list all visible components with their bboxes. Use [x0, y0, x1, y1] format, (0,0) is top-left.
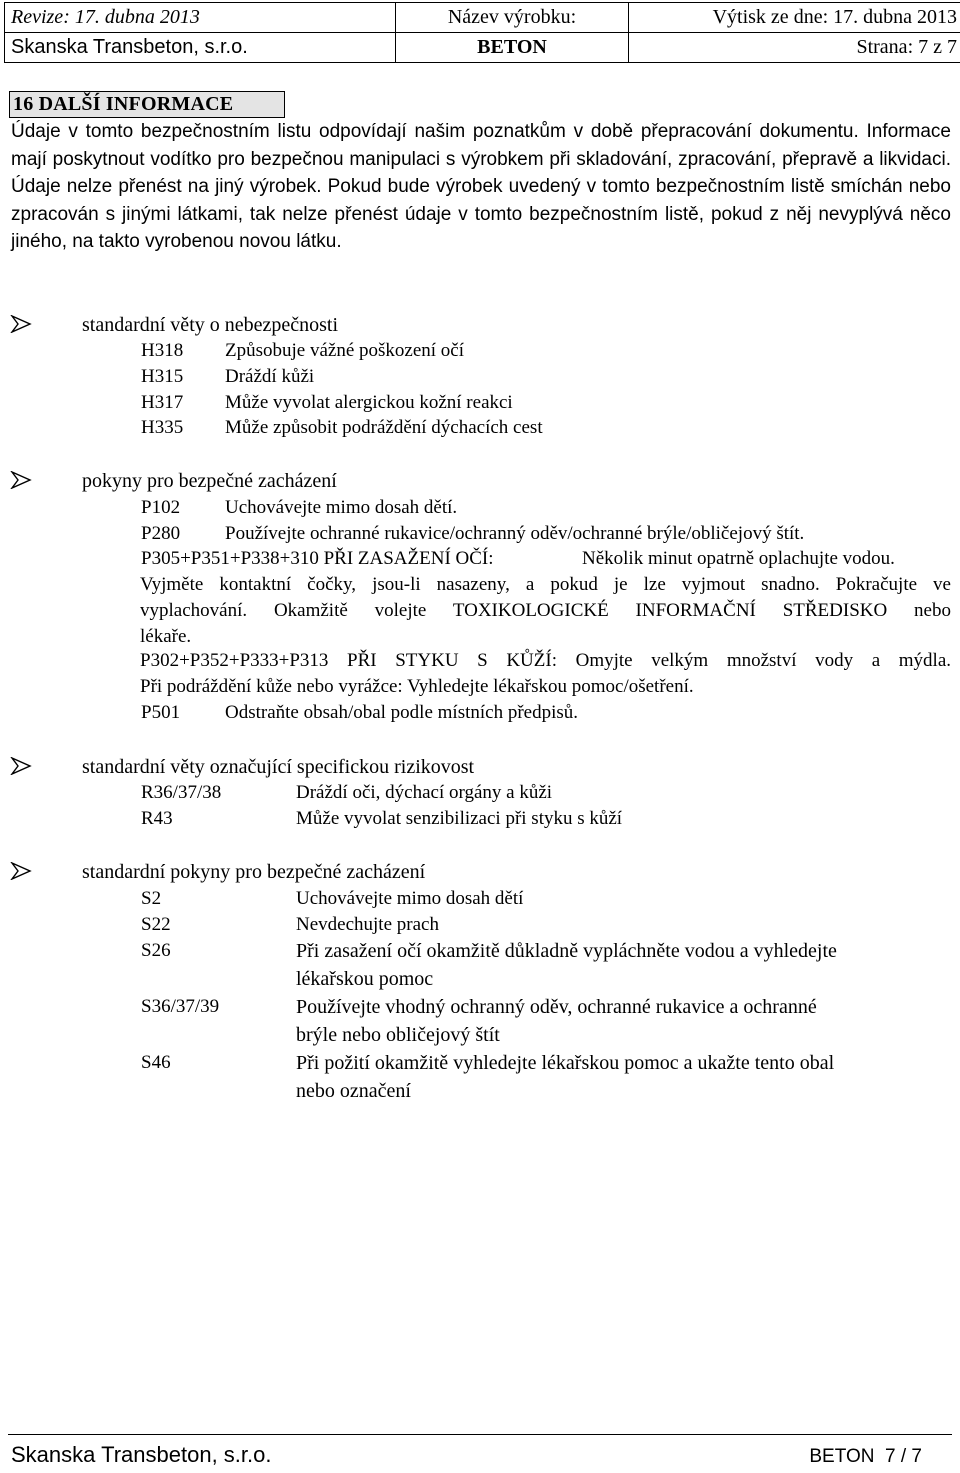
precaution-text: Používejte ochranné rukavice/ochranný oděv/ochranné brýle/obličejový štít.: [225, 523, 805, 544]
hazard-code: H318: [141, 340, 184, 361]
precaution-heading-text: pokyny pro bezpečné zacházení: [82, 470, 337, 492]
risk-heading-text: standardní věty označující specifickou rizikovost: [82, 756, 475, 778]
hazard-text: Může vyvolat alergickou kožní reakci: [225, 392, 513, 413]
footer-company: Skanska Transbeton, s.r.o.: [11, 1442, 272, 1467]
risk-text: Dráždí oči, dýchací orgány a kůži: [296, 782, 553, 803]
precaution-code: P501: [141, 702, 181, 723]
precaution-text: lékaře.: [140, 626, 192, 647]
safety-text: Při požití okamžitě vyhledejte lékařskou pomoc a ukažte tento obal: [296, 1052, 835, 1074]
safety-code: S36/37/39: [141, 996, 220, 1017]
precaution-code: P280: [141, 523, 181, 544]
hazard-text: Způsobuje vážné poškození očí: [225, 340, 465, 361]
precaution-text: Vyjměte kontaktní čočky, jsou-li nasazeny, a pokud je lze vyjmout snadno. Pokračujte ve: [140, 574, 951, 595]
hazard-heading-text: standardní věty o nebezpečnosti: [82, 314, 339, 336]
footer-divider: [8, 1434, 952, 1435]
safety-code: S26: [141, 940, 171, 961]
arrow-bullet-icon: [10, 471, 32, 489]
safety-text: lékařskou pomoc: [296, 968, 434, 990]
safety-code: S22: [141, 914, 171, 935]
precaution-code: P102: [141, 497, 181, 518]
precaution-text: Uchovávejte mimo dosah dětí.: [225, 497, 458, 518]
arrow-bullet-icon: [10, 757, 32, 775]
intro-paragraph: Údaje v tomto bezpečnostním listu odpovídají našim poznatkům v době přepracování dokumentu. Informace mají poskytnout vodítko pro bezpečnou manipulaci s výrobkem při skladování, zpracování, přepravě a likvidaci. Údaje nelze přenést na jiný výrobek. Pokud bude výrobek uvedený v tomto bezpečnostním listě smíchán nebo zpracován s jinými látkami, tak nelze přenést údaje v tomto bezpečnostním listě, pokud z něj nevyplývá něco jiného, na takto vyrobenou novou látku.: [11, 121, 951, 252]
risk-code: R43: [141, 808, 173, 829]
safety-text: Uchovávejte mimo dosah dětí: [296, 888, 524, 909]
print-date: Výtisk ze dne: 17. dubna 2013: [629, 3, 960, 33]
risk-code: R36/37/38: [141, 782, 222, 803]
safety-text: Nevdechujte prach: [296, 914, 439, 935]
precaution-text: vyplachování. Okamžitě volejte TOXIKOLOGICKÉ INFORMAČNÍ STŘEDISKO nebo: [140, 600, 951, 621]
hazard-text: Dráždí kůži: [225, 366, 315, 387]
hazard-code: H315: [141, 366, 184, 387]
document-header: [4, 2, 960, 63]
safety-code: S2: [141, 888, 162, 909]
page-number: Strana: 7 z 7: [629, 33, 960, 63]
revision-date: Revize: 17. dubna 2013: [5, 3, 396, 33]
arrow-bullet-icon: [10, 862, 32, 880]
safety-text: Používejte vhodný ochranný oděv, ochranné rukavice a ochranné: [296, 996, 817, 1018]
risk-text: Může vyvolat senzibilizaci při styku s kůží: [296, 808, 623, 829]
company-name: Skanska Transbeton, s.r.o.: [5, 33, 396, 63]
precaution-code: P305+P351+P338+310 PŘI ZASAŽENÍ OČÍ:: [141, 548, 494, 569]
hazard-text: Může způsobit podráždění dýchacích cest: [225, 417, 543, 438]
safety-text: Při zasažení očí okamžitě důkladně vypláchněte vodou a vyhledejte: [296, 940, 837, 962]
section-title: 16 DALŠÍ INFORMACE: [9, 91, 285, 118]
hazard-code: H335: [141, 417, 184, 438]
safety-text: brýle nebo obličejový štít: [296, 1024, 500, 1046]
footer-page: BETON 7 / 7: [809, 1446, 922, 1467]
precaution-text: Odstraňte obsah/obal podle místních předpisů.: [225, 702, 579, 723]
precaution-text: Při podráždění kůže nebo vyrážce: Vyhledejte lékařskou pomoc/ošetření.: [140, 676, 694, 697]
safety-text: nebo označení: [296, 1080, 411, 1102]
product-name: BETON: [396, 33, 629, 63]
hazard-code: H317: [141, 392, 184, 413]
safety-code: S46: [141, 1052, 171, 1073]
safety-heading-text: standardní pokyny pro bezpečné zacházení: [82, 861, 426, 883]
precaution-text: P302+P352+P333+P313 PŘI STYKU S KŮŽÍ: Omyjte velkým množství vody a mýdla.: [140, 650, 951, 671]
arrow-bullet-icon: [10, 315, 32, 333]
product-name-label: Název výrobku:: [396, 3, 629, 33]
precaution-text: Několik minut opatrně oplachujte vodou.: [582, 548, 895, 569]
